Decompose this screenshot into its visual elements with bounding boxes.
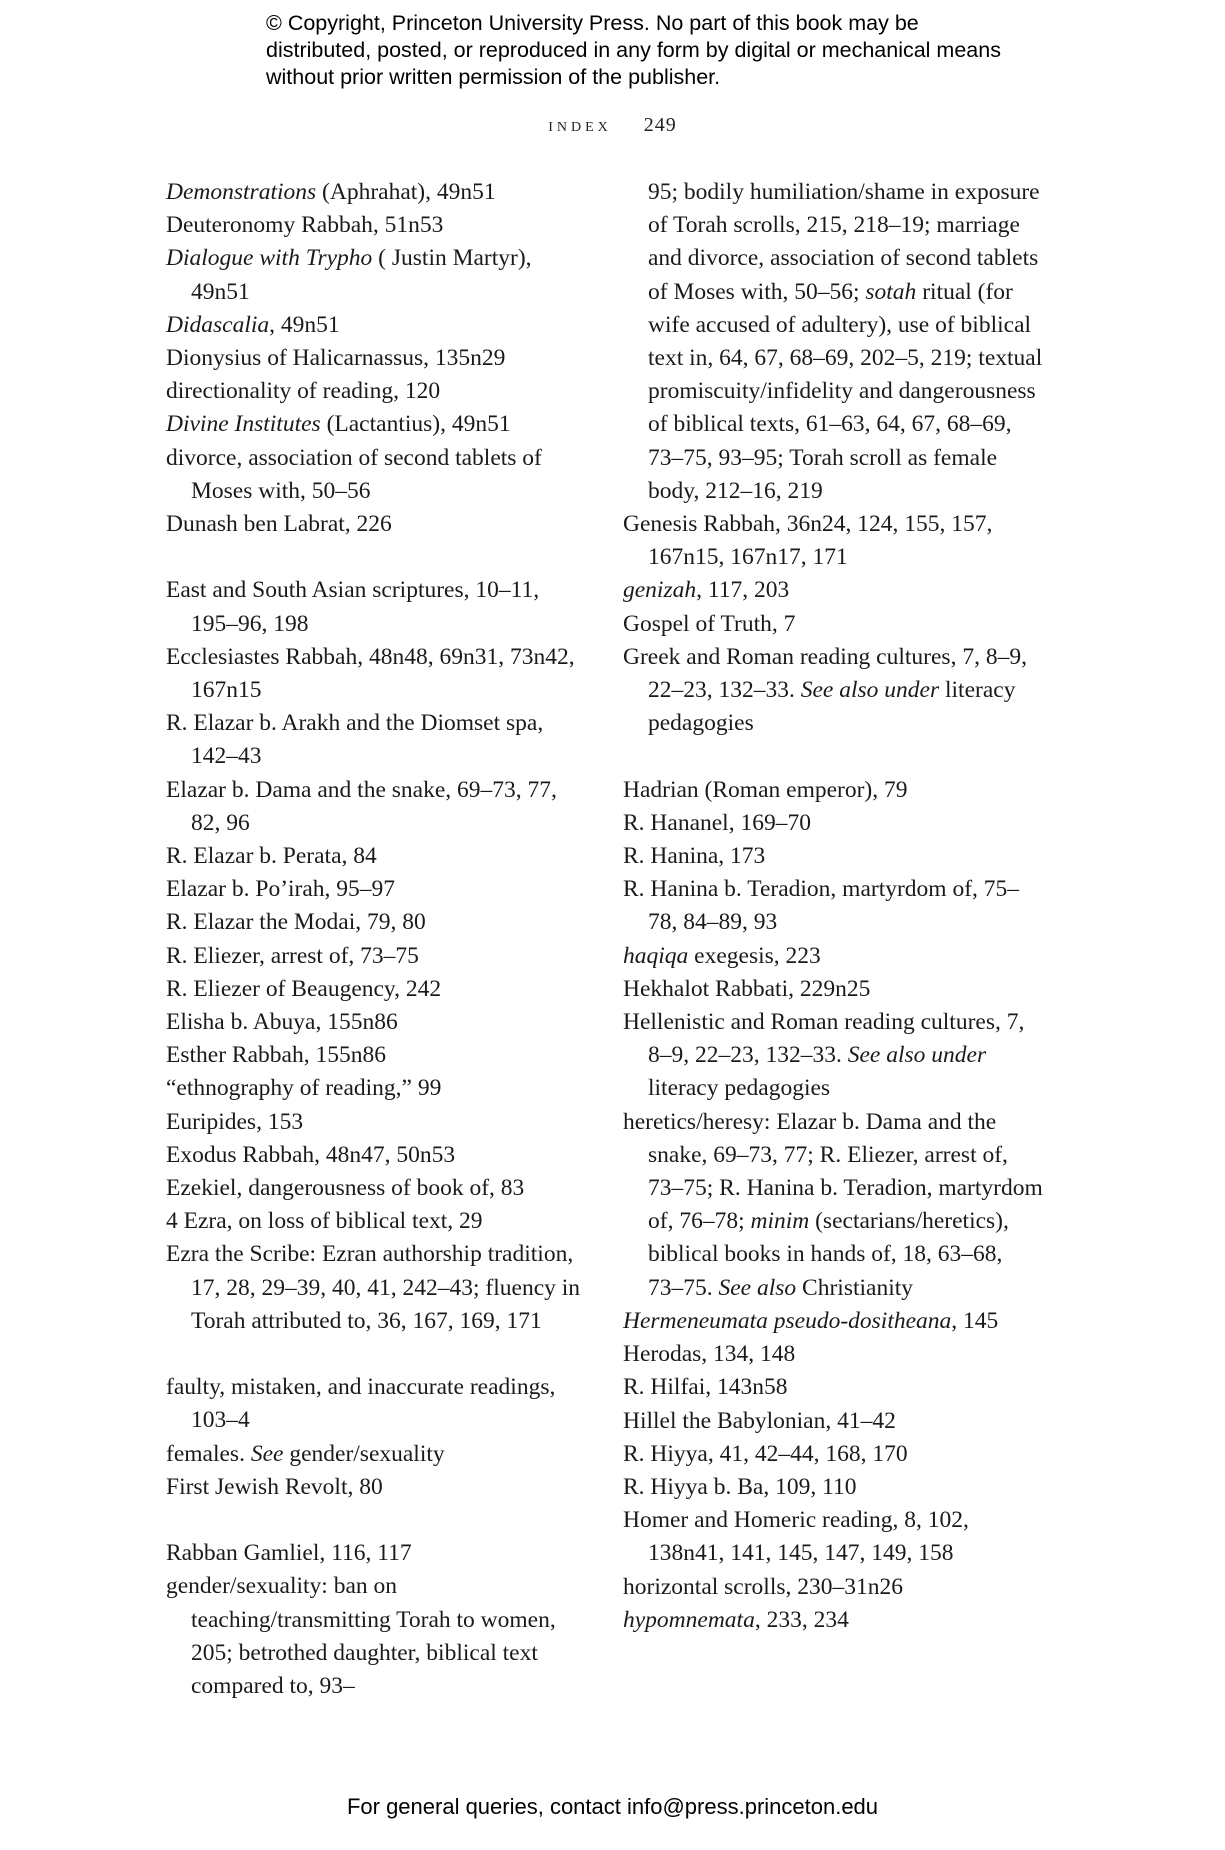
index-entry: genizah, 117, 203 [623, 577, 790, 604]
index-entry: gender/sexuality: ban on teaching/transmitting Torah to women, 205; betrothed daughter, biblical text compared to, 93– [166, 1573, 556, 1700]
index-entry: Hellenistic and Roman reading cultures, 7, 8–9, 22–23, 132–33. See also under literacy pedagogies [623, 1009, 1025, 1102]
index-entry: Exodus Rabbah, 48n47, 50n53 [166, 1141, 456, 1168]
index-entry: Esther Rabbah, 155n86 [166, 1042, 386, 1069]
index-entry: Deuteronomy Rabbah, 51n53 [166, 212, 444, 239]
index-entry: Gospel of Truth, 7 [623, 610, 796, 637]
copyright-notice: © Copyright, Princeton University Press. No part of this book may be distributed, posted, or reproduced in any form by digital or mechanical means without prior written permission of the publisher. [266, 11, 1001, 89]
section-gap [623, 740, 1043, 773]
index-entry: Dialogue with Trypho ( Justin Martyr), 49n51 [166, 245, 532, 305]
index-entry: R. Hananel, 169–70 [623, 809, 811, 836]
index-entry: Divine Institutes (Lactantius), 49n51 [166, 411, 511, 438]
index-entry: R. Elazar b. Arakh and the Diomset spa, 142–43 [166, 710, 544, 770]
index-entry: Elisha b. Abuya, 155n86 [166, 1009, 398, 1036]
index-entry-continuation: 95; bodily humiliation/shame in exposure of Torah scrolls, 215, 218–19; marriage and divorce, association of second tablets of Moses with, 50–56; sotah ritual (for wife accused of adultery), use of biblical text in, 64, 67, 68–69, 202–5, 219; textual promiscuity/infidelity and dangerousness of biblical texts, 61–63, 64, 67, 68–69, 73–75, 93–95; Torah scroll as female body, 212–16, 219 [648, 179, 1043, 504]
index-entry: Didascalia, 49n51 [166, 311, 340, 338]
index-column-left [166, 176, 586, 1703]
index-entry: Herodas, 134, 148 [623, 1341, 796, 1368]
section-gap [166, 1504, 586, 1537]
index-entry: Elazar b. Po’irah, 95–97 [166, 876, 396, 903]
index-entry: directionality of reading, 120 [166, 378, 441, 405]
index-entry: Dionysius of Halicarnassus, 135n29 [166, 345, 506, 372]
running-header [0, 114, 1225, 137]
index-entry: R. Hanina, 173 [623, 843, 766, 870]
index-entry: 4 Ezra, on loss of biblical text, 29 [166, 1208, 483, 1235]
index-entry: Hillel the Babylonian, 41–42 [623, 1407, 896, 1434]
index-entry: Genesis Rabbah, 36n24, 124, 155, 157, 167n15, 167n17, 171 [623, 511, 993, 571]
section-gap [166, 1338, 586, 1371]
index-entry: R. Eliezer, arrest of, 73–75 [166, 942, 419, 969]
index-entry: Elazar b. Dama and the snake, 69–73, 77, 82, 96 [166, 776, 557, 836]
index-entry: Ecclesiastes Rabbah, 48n48, 69n31, 73n42, 167n15 [166, 643, 575, 704]
index-entry: Hekhalot Rabbati, 229n25 [623, 975, 871, 1002]
index-entry: females. See gender/sexuality [166, 1440, 445, 1467]
index-entry: R. Eliezer of Beaugency, 242 [166, 975, 442, 1002]
index-entry: Euripides, 153 [166, 1108, 304, 1135]
index-entry: Hadrian (Roman emperor), 79 [623, 776, 908, 803]
index-entry: First Jewish Revolt, 80 [166, 1473, 383, 1500]
page-number: 249 [643, 114, 677, 136]
index-entry: Greek and Roman reading cultures, 7, 8–9, 22–23, 132–33. See also under literacy pedagogies [623, 643, 1027, 737]
index-entry: Rabban Gamliel, 116, 117 [166, 1540, 412, 1567]
index-entry: Dunash ben Labrat, 226 [166, 511, 392, 538]
index-entry: R. Hanina b. Teradion, martyrdom of, 75–78, 84–89, 93 [623, 876, 1020, 936]
index-entry: faulty, mistaken, and inaccurate readings, 103–4 [166, 1374, 556, 1434]
index-entry: divorce, association of second tablets of Moses with, 50–56 [166, 444, 542, 504]
index-entry: R. Hiyya, 41, 42–44, 168, 170 [623, 1440, 908, 1467]
index-entry: horizontal scrolls, 230–31n26 [623, 1573, 904, 1600]
header-label: index [548, 114, 612, 136]
index-entry: R. Hiyya b. Ba, 109, 110 [623, 1473, 857, 1500]
index-entry: Ezekiel, dangerousness of book of, 83 [166, 1175, 525, 1202]
section-gap [166, 541, 586, 574]
index-entry: R. Hilfai, 143n58 [623, 1374, 788, 1401]
index-entry: hypomnemata, 233, 234 [623, 1606, 849, 1633]
index-entry: Ezra the Scribe: Ezran authorship tradition, 17, 28, 29–39, 40, 41, 242–43; fluency in Torah attributed to, 36, 167, 169, 171 [166, 1241, 581, 1334]
index-entry: Demonstrations (Aphrahat), 49n51 [166, 179, 496, 205]
index-entry: heretics/heresy: Elazar b. Dama and the snake, 69–73, 77; R. Eliezer, arrest of, 73–75; R. Hanina b. Teradion, martyrdom of, 76–78; minim (sectarians/heretics), biblical books in hands of, 18, 63–68, 73–75. See also Christianity [623, 1108, 1043, 1301]
index-entry: R. Elazar b. Perata, 84 [166, 843, 377, 870]
index-entry: haqiqa exegesis, 223 [623, 942, 821, 969]
index-column-right [623, 176, 1043, 1637]
index-entry: Homer and Homeric reading, 8, 102, 138n41, 141, 145, 147, 149, 158 [623, 1507, 969, 1567]
index-entry: R. Elazar the Modai, 79, 80 [166, 909, 426, 936]
index-entry: “ethnography of reading,” 99 [166, 1075, 442, 1102]
footer-contact: For general queries, contact info@press.princeton.edu [346, 1794, 879, 1819]
index-entry: Hermeneumata pseudo-dositheana, 145 [623, 1307, 999, 1334]
index-entry: East and South Asian scriptures, 10–11, 195–96, 198 [166, 577, 540, 637]
